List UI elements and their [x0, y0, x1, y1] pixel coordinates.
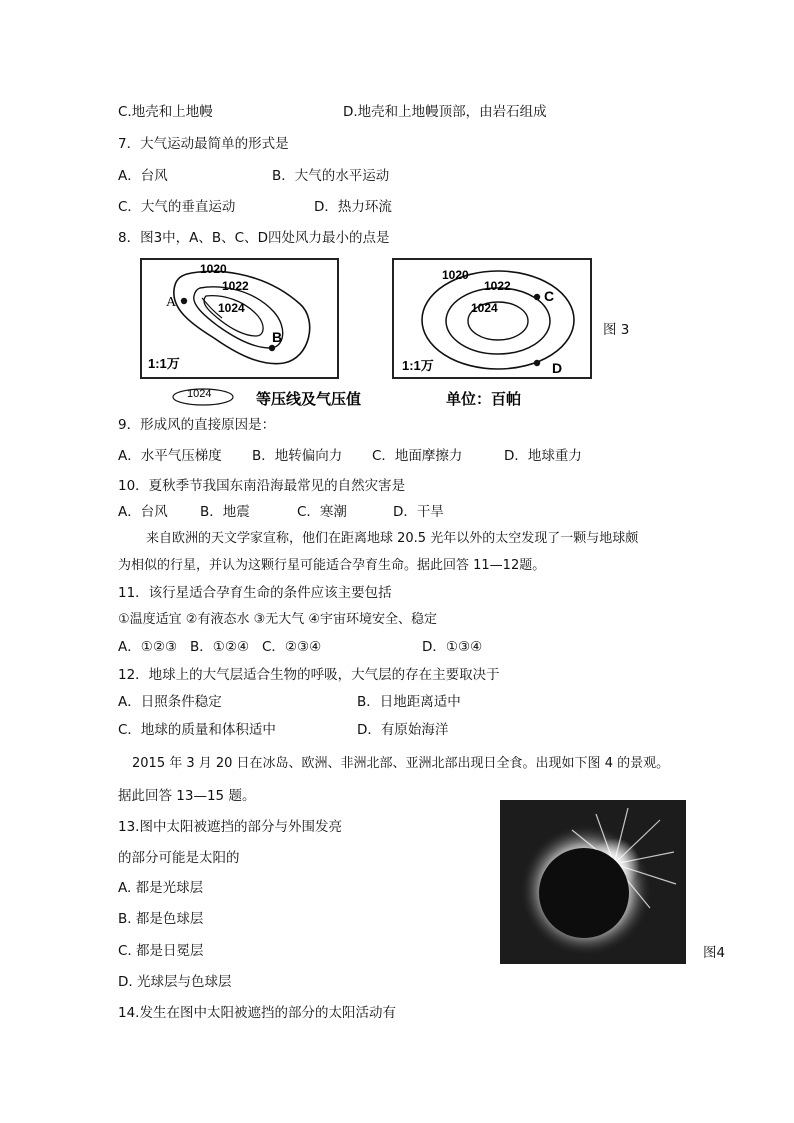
- q12-option-a: A．日照条件稳定: [118, 694, 222, 710]
- q9-stem: 9．形成风的直接原因是：: [118, 417, 276, 433]
- fig3-caption: 图 3: [603, 322, 630, 338]
- passage2-line2: 据此回答 13—15 题。: [118, 788, 256, 804]
- q6-option-d: D.地壳和上地幔顶部，由岩石组成: [343, 104, 547, 120]
- point-b-dot: [269, 345, 275, 351]
- q10-option-a: A．台风: [118, 504, 168, 520]
- iso-label-1022-left: 1022: [222, 279, 249, 293]
- q13-option-c: C. 都是日冕层: [118, 943, 204, 959]
- q12-option-b: B．日地距离适中: [357, 694, 461, 710]
- q12-option-c: C．地球的质量和体积适中: [118, 722, 276, 738]
- q13-option-d: D. 光球层与色球层: [118, 974, 232, 990]
- iso-label-1022-right: 1022: [484, 279, 511, 293]
- passage1-line2: 为相似的行星，并认为这颗行星可能适合孕育生命。据此回答 11—12题。: [118, 558, 546, 573]
- q13-stem-line2: 的部分可能是太阳的: [118, 850, 240, 866]
- q10-stem: 10．夏秋季节我国东南沿海最常见的自然灾害是: [118, 478, 406, 494]
- point-a-label: A: [166, 295, 177, 310]
- scale-label-right: 1:1万: [402, 358, 434, 373]
- q7-option-a: A．台风: [118, 168, 168, 184]
- iso-label-1020-right: 1020: [442, 268, 469, 282]
- q7-option-d: D．热力环流: [314, 199, 392, 215]
- point-b-label: B: [272, 329, 283, 345]
- point-a-dot: [181, 298, 187, 304]
- q11-stem: 11．该行星适合孕育生命的条件应该主要包括: [118, 585, 392, 601]
- fig3-left-panel: [140, 258, 339, 379]
- q10-option-b: B．地震: [200, 504, 250, 520]
- iso-label-1020-left: 1020: [200, 262, 227, 276]
- q14-stem: 14.发生在图中太阳被遮挡的部分的太阳活动有: [118, 1005, 396, 1021]
- scale-label-left: 1:1万: [148, 356, 180, 371]
- fig4-caption: 图4: [703, 945, 726, 961]
- q9-option-b: B．地转偏向力: [252, 448, 343, 464]
- point-d-dot: [534, 360, 540, 366]
- q12-option-d: D．有原始海洋: [357, 722, 449, 738]
- passage2-line1: 2015 年 3 月 20 日在冰岛、欧洲、非洲北部、亚洲北部出现日全食。出现如下图 4 的景观。: [132, 756, 670, 771]
- q13-stem-line1: 13.图中太阳被遮挡的部分与外围发亮: [118, 819, 342, 835]
- iso-label-1024-left: 1024: [218, 301, 245, 315]
- moon-disk: [539, 848, 629, 938]
- solar-eclipse-photo: [500, 800, 686, 964]
- q7-option-c: C．大气的垂直运动: [118, 199, 236, 215]
- q13-option-a: A. 都是光球层: [118, 880, 204, 896]
- q11-option-b: B．①②④: [190, 639, 250, 655]
- fig3-right-panel: [392, 258, 592, 379]
- passage1-line1: 来自欧洲的天文学家宣称，他们在距离地球 20.5 光年以外的太空发现了一颗与地球颇: [146, 531, 639, 546]
- q10-option-d: D．干旱: [393, 504, 444, 520]
- q13-option-b: B. 都是色球层: [118, 911, 204, 927]
- q9-option-a: A．水平气压梯度: [118, 448, 222, 464]
- q11-items: ①温度适宜 ②有液态水 ③无大气 ④宇宙环境安全、稳定: [118, 612, 438, 627]
- q7-option-b: B．大气的水平运动: [272, 168, 390, 184]
- legend-unit: 单位：百帕: [446, 390, 522, 408]
- q12-stem: 12．地球上的大气层适合生物的呼吸，大气层的存在主要取决于: [118, 667, 500, 683]
- iso-label-1024-right: 1024: [471, 301, 498, 315]
- q10-option-c: C．寒潮: [297, 504, 347, 520]
- q11-option-a: A．①②③: [118, 639, 178, 655]
- q11-option-d: D．①③④: [422, 639, 483, 655]
- q9-option-c: C．地面摩擦力: [372, 448, 463, 464]
- q7-stem: 7．大气运动最简单的形式是: [118, 136, 289, 152]
- point-d-label: D: [552, 360, 563, 376]
- legend-label: 等压线及气压值: [256, 390, 362, 408]
- q9-option-d: D．地球重力: [504, 448, 582, 464]
- legend-sample-value: 1024: [187, 388, 212, 400]
- point-c-label: C: [544, 288, 555, 304]
- fig3-legend: [170, 385, 590, 411]
- point-c-dot: [534, 294, 540, 300]
- q11-option-c: C．②③④: [262, 639, 322, 655]
- q8-stem: 8．图3中，A、B、C、D四处风力最小的点是: [118, 230, 390, 246]
- q6-option-c: C.地壳和上地幔: [118, 104, 213, 120]
